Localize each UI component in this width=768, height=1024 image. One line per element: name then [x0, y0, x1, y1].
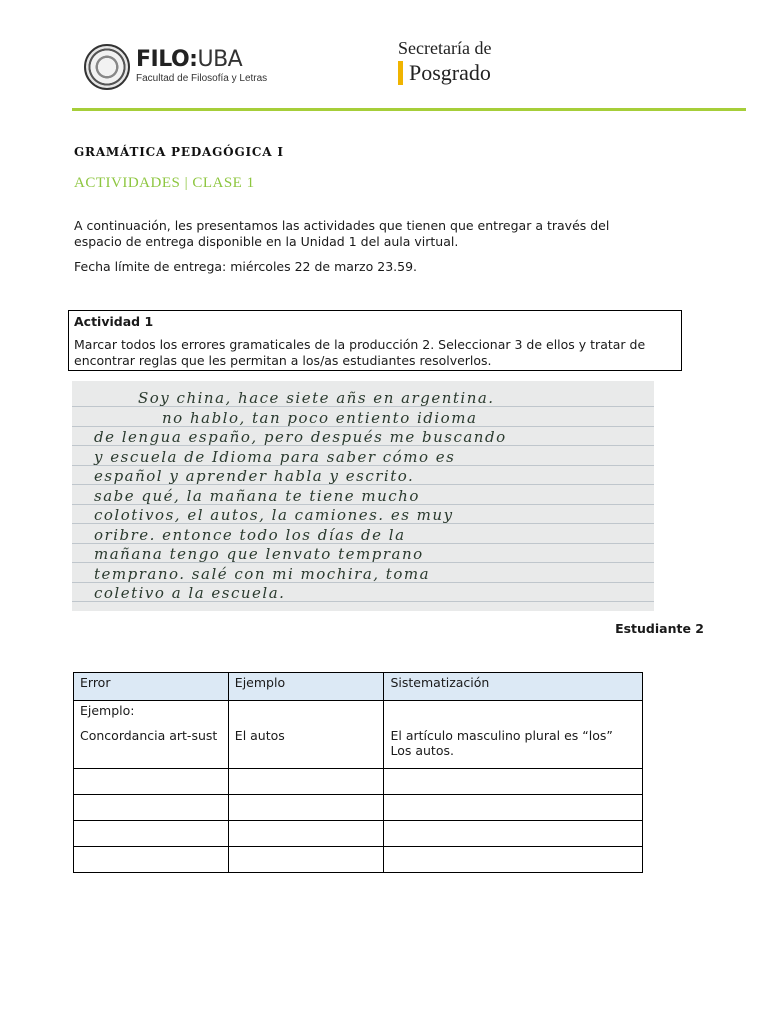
table-cell[interactable] [384, 769, 643, 795]
handwriting-line: oribre. entonce todo los días de la [94, 525, 406, 544]
table-cell [74, 701, 229, 769]
table-header-error: Error [74, 673, 229, 701]
course-title: GRAMÁTICA PEDAGÓGICA I [74, 145, 284, 159]
table-cell[interactable] [74, 795, 229, 821]
table-cell[interactable] [74, 847, 229, 873]
table-cell [228, 701, 384, 769]
activity-title: Actividad 1 [74, 314, 154, 329]
posgrado-accent-bar [398, 61, 403, 85]
table-row [74, 701, 643, 769]
handwriting-line: temprano. salé con mi mochira, toma [94, 564, 431, 583]
logo-brand-left: FILO [136, 47, 190, 72]
intro-paragraph: A continuación, les presentamos las actividades que tienen que entregar a través del espacio de entrega disponible en la Unidad 1 del aula virtual. [74, 218, 610, 249]
table-cell[interactable] [384, 795, 643, 821]
filo-uba-logo [136, 48, 276, 84]
errors-table [73, 672, 643, 873]
university-seal-icon [84, 44, 130, 90]
handwriting-line: Soy china, hace siete añs en argentina. [138, 389, 495, 407]
table-cell[interactable] [228, 847, 384, 873]
example-rule: El artículo masculino plural es “los” Los autos. [390, 728, 613, 758]
handwriting-line: español y aprender habla y escrito. [94, 467, 415, 485]
table-cell[interactable] [384, 847, 643, 873]
table-cell[interactable] [384, 821, 643, 847]
table-cell [384, 701, 643, 769]
table-row [74, 769, 643, 795]
deadline-paragraph: Fecha límite de entrega: miércoles 22 de marzo 23.59. [74, 259, 417, 274]
page-header [0, 0, 768, 112]
table-row [74, 795, 643, 821]
example-error-type: Concordancia art-sust [80, 728, 218, 743]
handwriting-line: y escuela de Idioma para saber cómo es [94, 447, 456, 466]
table-cell[interactable] [228, 821, 384, 847]
table-cell[interactable] [74, 769, 229, 795]
activity-text: Marcar todos los errores gramaticales de la producción 2. Seleccionar 3 de ellos y tratar de encontrar reglas que les permitan a los/as estudiantes resolverlos. [74, 337, 646, 368]
table-header-systematization: Sistematización [384, 673, 643, 701]
student-label: Estudiante 2 [615, 621, 704, 636]
table-row [74, 847, 643, 873]
logo-brand-sep: : [189, 47, 198, 72]
logo-subtitle: Facultad de Filosofía y Letras [136, 73, 268, 84]
handwriting-line: coletivo a la escuela. [94, 584, 286, 602]
table-cell[interactable] [228, 769, 384, 795]
table-row [74, 821, 643, 847]
handwriting-line: no hablo, tan poco entiento idioma [162, 408, 478, 427]
handwriting-line: colotivos, el autos, la camiones. es muy [94, 506, 454, 524]
activities-title: ACTIVIDADES | CLASE 1 [74, 175, 255, 191]
table-cell[interactable] [74, 821, 229, 847]
posgrado-logo-line2: Posgrado [409, 60, 491, 85]
table-header-row [74, 673, 643, 701]
handwriting-line: sabe qué, la mañana te tiene mucho [94, 486, 420, 505]
example-label: Ejemplo: [80, 703, 135, 718]
table-cell[interactable] [228, 795, 384, 821]
header-divider [72, 108, 746, 111]
posgrado-logo [398, 38, 491, 86]
table-header-example: Ejemplo [228, 673, 384, 701]
handwriting-line: mañana tengo que lenvato temprano [94, 545, 424, 563]
handwriting-sample-image [72, 381, 654, 611]
logo-brand-right: UBA [197, 47, 243, 72]
example-sample: El autos [234, 728, 285, 743]
handwriting-line: de lengua españo, pero después me buscando [94, 428, 507, 446]
activity-box [68, 310, 682, 371]
posgrado-logo-line1: Secretaría de [398, 38, 492, 58]
